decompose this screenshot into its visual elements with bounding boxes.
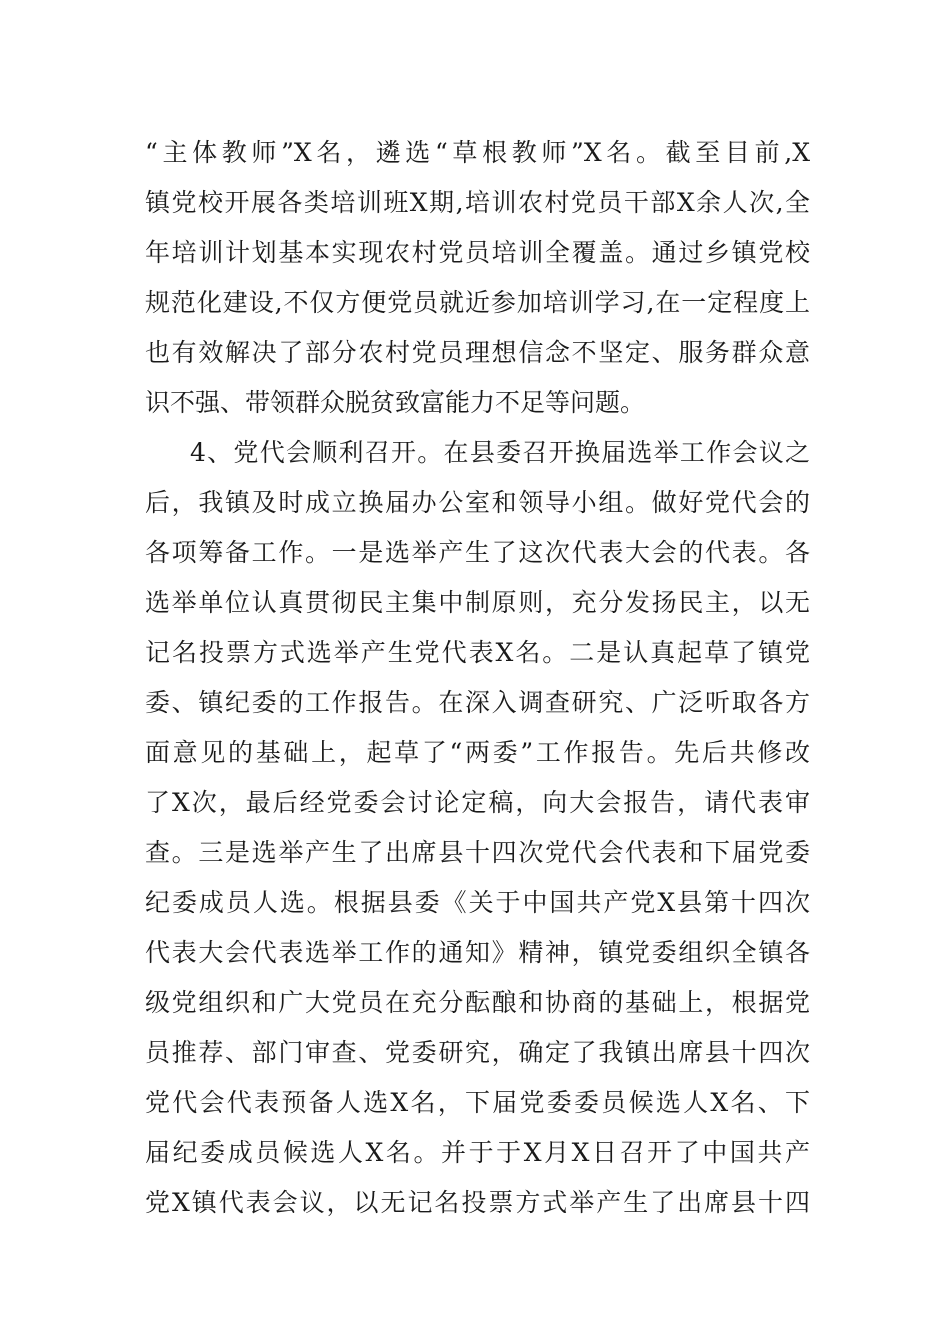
text-line: 党X镇代表会议，以无记名投票方式举产生了出席县十四: [145, 1188, 810, 1217]
text-line: 届纪委成员候选人X名。并于于X月X日召开了中国共产: [145, 1138, 810, 1167]
text-line: “主体教师”X名，遴选“草根教师”X名。截至目前,X: [145, 138, 810, 167]
text-line: 各项筹备工作。一是选举产生了这次代表大会的代表。各: [145, 538, 810, 567]
text-line: 面意见的基础上，起草了“两委”工作报告。先后共修改: [145, 738, 810, 767]
text-line: 选举单位认真贯彻民主集中制原则，充分发扬民主，以无: [145, 588, 810, 617]
text-line: 了X次，最后经党委会讨论定稿，向大会报告，请代表审: [145, 788, 810, 817]
text-line: 级党组织和广大党员在充分酝酿和协商的基础上，根据党: [145, 988, 810, 1017]
text-line: 纪委成员人选。根据县委《关于中国共产党X县第十四次: [145, 888, 810, 917]
paragraph-heading-line: 4、党代会顺利召开。在县委召开换届选举工作会议之: [190, 438, 810, 467]
text-line: 镇党校开展各类培训班X期,培训农村党员干部X余人次,全: [145, 188, 810, 217]
text-line: 规范化建设,不仅方便党员就近参加培训学习,在一定程度上: [145, 288, 810, 317]
text-line: 后，我镇及时成立换届办公室和领导小组。做好党代会的: [145, 488, 810, 517]
text-line: 党代会代表预备人选X名，下届党委委员候选人X名、下: [145, 1088, 810, 1117]
text-line: 识不强、带领群众脱贫致富能力不足等问题。: [145, 388, 646, 417]
text-line: 记名投票方式选举产生党代表X名。二是认真起草了镇党: [145, 638, 810, 667]
text-line: 委、镇纪委的工作报告。在深入调查研究、广泛听取各方: [145, 688, 810, 717]
text-line: 也有效解决了部分农村党员理想信念不坚定、服务群众意: [145, 338, 810, 367]
text-line: 查。三是选举产生了出席县十四次党代会代表和下届党委: [145, 838, 810, 867]
text-line: 员推荐、部门审查、党委研究，确定了我镇出席县十四次: [145, 1038, 810, 1067]
text-line: 代表大会代表选举工作的通知》精神，镇党委组织全镇各: [145, 938, 810, 967]
text-line: 年培训计划基本实现农村党员培训全覆盖。通过乡镇党校: [145, 238, 810, 267]
